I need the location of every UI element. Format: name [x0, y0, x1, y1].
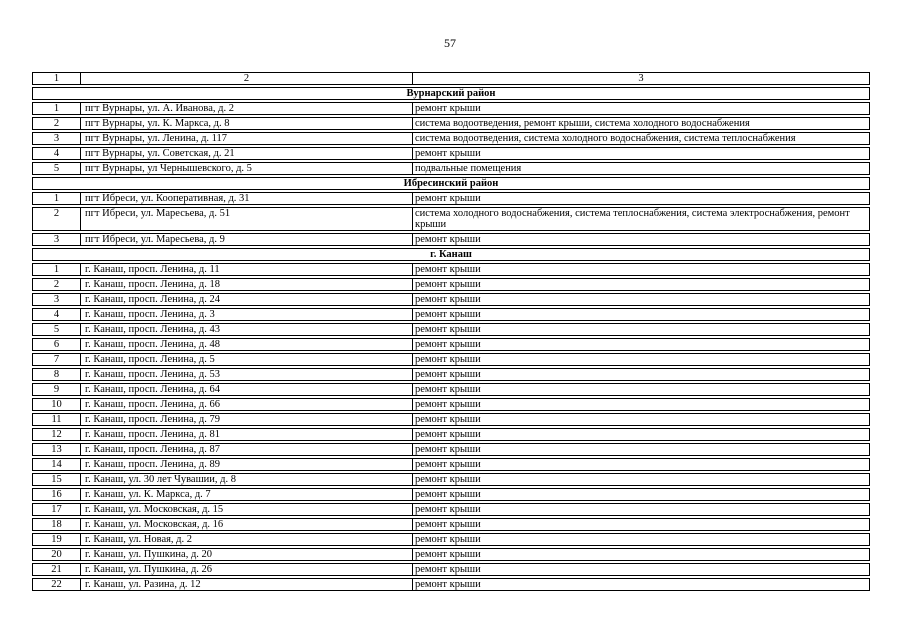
row-number: 16 [32, 488, 80, 501]
row-address: г. Канаш, ул. К. Маркса, д. 7 [80, 488, 412, 501]
section-header: Вурнарский район [32, 87, 870, 100]
row-address: пгт Вурнары, ул. К. Маркса, д. 8 [80, 117, 412, 130]
table-row [32, 117, 870, 130]
row-works: ремонт крыши [412, 323, 870, 336]
row-works: ремонт крыши [412, 473, 870, 486]
table-row [32, 473, 870, 486]
row-works: ремонт крыши [412, 233, 870, 246]
row-address: г. Канаш, ул. Московская, д. 16 [80, 518, 412, 531]
table-row [32, 102, 870, 115]
row-address: г. Канаш, просп. Ленина, д. 53 [80, 368, 412, 381]
row-number: 3 [32, 293, 80, 306]
table-row [32, 458, 870, 471]
row-address: пгт Ибреси, ул. Маресьева, д. 9 [80, 233, 412, 246]
table-row [32, 533, 870, 546]
row-address: пгт Ибреси, ул. Маресьева, д. 51 [80, 207, 412, 231]
column-header-2: 2 [80, 72, 412, 85]
row-works: ремонт крыши [412, 458, 870, 471]
row-number: 3 [32, 132, 80, 145]
row-number: 11 [32, 413, 80, 426]
row-number: 3 [32, 233, 80, 246]
row-number: 1 [32, 263, 80, 276]
table-row [32, 503, 870, 516]
row-works: ремонт крыши [412, 548, 870, 561]
table-row [32, 147, 870, 160]
row-address: г. Канаш, ул. Разина, д. 12 [80, 578, 412, 591]
table-row [32, 353, 870, 366]
row-works: ремонт крыши [412, 443, 870, 456]
row-address: г. Канаш, просп. Ленина, д. 48 [80, 338, 412, 351]
row-works: ремонт крыши [412, 338, 870, 351]
row-number: 13 [32, 443, 80, 456]
row-address: г. Канаш, просп. Ленина, д. 81 [80, 428, 412, 441]
section-header-row [32, 177, 870, 190]
repairs-table [32, 70, 870, 593]
row-number: 21 [32, 563, 80, 576]
table-row [32, 323, 870, 336]
column-header-1: 1 [32, 72, 80, 85]
row-address: г. Канаш, ул. Пушкина, д. 26 [80, 563, 412, 576]
row-works: система холодного водоснабжения, система теплоснабжения, система электроснабжения, ремонт крыши [412, 207, 870, 231]
row-number: 20 [32, 548, 80, 561]
row-address: пгт Ибреси, ул. Кооперативная, д. 31 [80, 192, 412, 205]
table-row [32, 162, 870, 175]
row-address: г. Канаш, просп. Ленина, д. 89 [80, 458, 412, 471]
row-works: ремонт крыши [412, 398, 870, 411]
table-row [32, 338, 870, 351]
row-works: ремонт крыши [412, 102, 870, 115]
row-number: 2 [32, 207, 80, 231]
row-number: 18 [32, 518, 80, 531]
table-row [32, 293, 870, 306]
column-header-3: 3 [412, 72, 870, 85]
row-number: 4 [32, 147, 80, 160]
row-address: пгт Вурнары, ул. А. Иванова, д. 2 [80, 102, 412, 115]
column-header-row [32, 72, 870, 85]
row-number: 8 [32, 368, 80, 381]
table-row [32, 383, 870, 396]
row-works: ремонт крыши [412, 308, 870, 321]
table-row [32, 233, 870, 246]
row-address: пгт Вурнары, ул Чернышевского, д. 5 [80, 162, 412, 175]
row-address: г. Канаш, просп. Ленина, д. 3 [80, 308, 412, 321]
table-row [32, 263, 870, 276]
row-number: 6 [32, 338, 80, 351]
row-address: г. Канаш, просп. Ленина, д. 64 [80, 383, 412, 396]
row-works: ремонт крыши [412, 578, 870, 591]
table-row [32, 278, 870, 291]
table-row [32, 488, 870, 501]
row-address: г. Канаш, просп. Ленина, д. 11 [80, 263, 412, 276]
row-number: 14 [32, 458, 80, 471]
row-address: г. Канаш, ул. Московская, д. 15 [80, 503, 412, 516]
row-address: г. Канаш, просп. Ленина, д. 43 [80, 323, 412, 336]
row-number: 4 [32, 308, 80, 321]
row-number: 10 [32, 398, 80, 411]
row-number: 22 [32, 578, 80, 591]
row-works: подвальные помещения [412, 162, 870, 175]
row-address: г. Канаш, просп. Ленина, д. 87 [80, 443, 412, 456]
row-number: 5 [32, 323, 80, 336]
section-header-row [32, 248, 870, 261]
section-header-row [32, 87, 870, 100]
row-number: 2 [32, 117, 80, 130]
row-works: ремонт крыши [412, 368, 870, 381]
table-row [32, 518, 870, 531]
table-row [32, 192, 870, 205]
row-number: 7 [32, 353, 80, 366]
table-row [32, 132, 870, 145]
row-works: ремонт крыши [412, 503, 870, 516]
row-works: ремонт крыши [412, 383, 870, 396]
row-address: г. Канаш, ул. 30 лет Чувашии, д. 8 [80, 473, 412, 486]
table-row [32, 443, 870, 456]
row-works: система водоотведения, система холодного водоснабжения, система теплоснабжения [412, 132, 870, 145]
row-number: 19 [32, 533, 80, 546]
row-address: пгт Вурнары, ул. Ленина, д. 117 [80, 132, 412, 145]
row-works: ремонт крыши [412, 353, 870, 366]
row-address: г. Канаш, ул. Пушкина, д. 20 [80, 548, 412, 561]
table-row [32, 207, 870, 231]
row-number: 5 [32, 162, 80, 175]
table-row [32, 413, 870, 426]
row-address: г. Канаш, просп. Ленина, д. 24 [80, 293, 412, 306]
table-row [32, 563, 870, 576]
row-number: 1 [32, 192, 80, 205]
row-number: 9 [32, 383, 80, 396]
row-number: 2 [32, 278, 80, 291]
row-works: ремонт крыши [412, 563, 870, 576]
table-row [32, 428, 870, 441]
row-works: ремонт крыши [412, 293, 870, 306]
row-works: система водоотведения, ремонт крыши, система холодного водоснабжения [412, 117, 870, 130]
row-address: пгт Вурнары, ул. Советская, д. 21 [80, 147, 412, 160]
row-number: 12 [32, 428, 80, 441]
row-number: 17 [32, 503, 80, 516]
row-works: ремонт крыши [412, 428, 870, 441]
table-row [32, 578, 870, 591]
row-works: ремонт крыши [412, 413, 870, 426]
row-address: г. Канаш, ул. Новая, д. 2 [80, 533, 412, 546]
table-row [32, 548, 870, 561]
row-works: ремонт крыши [412, 533, 870, 546]
table-row [32, 398, 870, 411]
row-works: ремонт крыши [412, 192, 870, 205]
row-address: г. Канаш, просп. Ленина, д. 66 [80, 398, 412, 411]
row-works: ремонт крыши [412, 147, 870, 160]
section-header: г. Канаш [32, 248, 870, 261]
page-number: 57 [444, 36, 456, 50]
row-works: ремонт крыши [412, 488, 870, 501]
row-works: ремонт крыши [412, 263, 870, 276]
row-number: 15 [32, 473, 80, 486]
section-header: Ибресинский район [32, 177, 870, 190]
row-works: ремонт крыши [412, 518, 870, 531]
row-address: г. Канаш, просп. Ленина, д. 79 [80, 413, 412, 426]
table-row [32, 368, 870, 381]
row-address: г. Канаш, просп. Ленина, д. 5 [80, 353, 412, 366]
row-works: ремонт крыши [412, 278, 870, 291]
row-number: 1 [32, 102, 80, 115]
row-address: г. Канаш, просп. Ленина, д. 18 [80, 278, 412, 291]
table-row [32, 308, 870, 321]
